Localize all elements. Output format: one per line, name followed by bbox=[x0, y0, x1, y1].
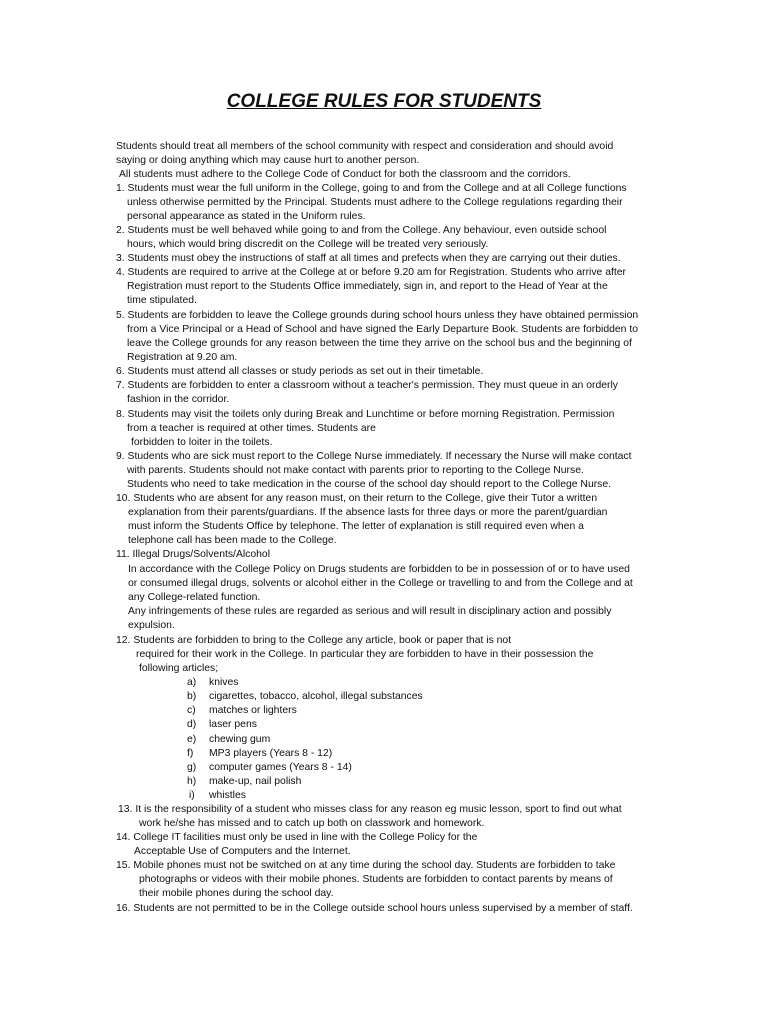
article-item: matches or lighters bbox=[209, 705, 297, 716]
rule-1-cont: personal appearance as stated in the Uniform rules. bbox=[127, 211, 366, 222]
rule-5-cont: from a Vice Principal or a Head of School and have signed the Early Departure Book. Students are forbidden to bbox=[127, 324, 638, 335]
rule-16: 16. Students are not permitted to be in the College outside school hours unless supervised by a member of staff. bbox=[116, 903, 633, 914]
rule-3: 3. Students must obey the instructions of staff at all times and prefects when they are carrying out their duties. bbox=[116, 253, 621, 264]
article-letter: b) bbox=[187, 691, 197, 702]
rule-15-cont: photographs or videos with their mobile phones. Students are forbidden to contact parents by means of bbox=[139, 874, 613, 885]
rule-9: 9. Students who are sick must report to the College Nurse immediately. If necessary the Nurse will make contact bbox=[116, 451, 632, 462]
document-title: COLLEGE RULES FOR STUDENTS bbox=[226, 91, 542, 112]
rule-5-cont: Registration at 9.20 am. bbox=[127, 352, 238, 363]
intro-line: saying or doing anything which may cause hurt to another person. bbox=[116, 155, 420, 166]
article-letter: e) bbox=[187, 734, 197, 745]
rule-7-cont: fashion in the corridor. bbox=[127, 394, 230, 405]
article-item: cigarettes, tobacco, alcohol, illegal substances bbox=[209, 691, 423, 702]
rule-12-cont: required for their work in the College. In particular they are forbidden to have in their possession the bbox=[136, 649, 594, 660]
article-item: whistles bbox=[209, 790, 246, 801]
rule-8: 8. Students may visit the toilets only during Break and Lunchtime or before morning Registration. Permission bbox=[116, 409, 615, 420]
article-item: laser pens bbox=[209, 719, 257, 730]
rule-12: 12. Students are forbidden to bring to the College any article, book or paper that is not bbox=[116, 635, 512, 646]
rule-13-cont: work he/she has missed and to catch up both on classwork and homework. bbox=[139, 818, 485, 829]
rule-4: 4. Students are required to arrive at the College at or before 9.20 am for Registration. Students who arrive after bbox=[116, 267, 626, 278]
rule-15: 15. Mobile phones must not be switched on at any time during the school day. Students are forbidden to take bbox=[116, 860, 616, 871]
rule-10-cont: must inform the Students Office by telephone. The letter of explanation is still required even when a bbox=[128, 521, 584, 532]
article-item: chewing gum bbox=[209, 734, 271, 745]
rule-5: 5. Students are forbidden to leave the College grounds during school hours unless they have obtained permission bbox=[116, 310, 639, 321]
article-letter: f) bbox=[187, 748, 194, 759]
rule-9-cont: Students who need to take medication in the course of the school day should report to the College Nurse. bbox=[127, 479, 612, 490]
rule-15-cont: their mobile phones during the school day. bbox=[139, 888, 334, 899]
rule-1: 1. Students must wear the full uniform in the College, going to and from the College and at all College functions bbox=[116, 183, 627, 194]
rule-1-cont: unless otherwise permitted by the Principal. Students must adhere to the College regulations regarding their bbox=[127, 197, 623, 208]
rule-5-cont: leave the College grounds for any reason between the time they arrive on the school bus and the beginning of bbox=[127, 338, 632, 349]
rule-10-cont: telephone call has been made to the College. bbox=[128, 535, 337, 546]
rule-4-cont: Registration must report to the Students Office immediately, sign in, and report to the Head of Year at the bbox=[127, 281, 608, 292]
rule-13: 13. It is the responsibility of a student who misses class for any reason eg music lesson, sport to find out what bbox=[118, 804, 622, 815]
rule-2-cont: hours, which would bring discredit on the College will be treated very seriously. bbox=[127, 239, 489, 250]
article-item: MP3 players (Years 8 - 12) bbox=[209, 748, 333, 759]
rule-11-cont: expulsion. bbox=[128, 620, 175, 631]
article-letter: i) bbox=[189, 790, 195, 801]
intro-line: All students must adhere to the College Code of Conduct for both the classroom and the corridors. bbox=[119, 169, 571, 180]
rule-8-cont: from a teacher is required at other times. Students are bbox=[127, 423, 376, 434]
intro-line: Students should treat all members of the school community with respect and consideration and should avoid bbox=[116, 141, 614, 152]
rule-10-cont: explanation from their parents/guardians. If the absence lasts for three days or more the parent/guardian bbox=[128, 507, 608, 518]
article-letter: a) bbox=[187, 677, 197, 688]
rule-7: 7. Students are forbidden to enter a classroom without a teacher's permission. They must queue in an orderly bbox=[116, 380, 618, 391]
rule-12-cont: following articles; bbox=[139, 663, 219, 674]
rule-11-cont: Any infringements of these rules are regarded as serious and will result in disciplinary action and possibly bbox=[128, 606, 612, 617]
rule-14-cont: Acceptable Use of Computers and the Internet. bbox=[134, 846, 351, 857]
rule-9-cont: with parents. Students should not make contact with parents prior to reporting to the College Nurse. bbox=[127, 465, 584, 476]
article-letter: d) bbox=[187, 719, 197, 730]
rule-11: 11. Illegal Drugs/Solvents/Alcohol bbox=[116, 549, 271, 560]
rule-11-cont: any College-related function. bbox=[128, 592, 261, 603]
article-letter: c) bbox=[187, 705, 196, 716]
rule-4-cont: time stipulated. bbox=[127, 295, 197, 306]
rule-11-cont: In accordance with the College Policy on Drugs students are forbidden to be in possession of or to have used bbox=[128, 564, 630, 575]
article-letter: g) bbox=[187, 762, 197, 773]
rule-6: 6. Students must attend all classes or study periods as set out in their timetable. bbox=[116, 366, 484, 377]
rule-14: 14. College IT facilities must only be used in line with the College Policy for the bbox=[116, 832, 478, 843]
rule-11-cont: or consumed illegal drugs, solvents or alcohol either in the College or travelling to and from the College and at bbox=[128, 578, 633, 589]
article-item: make-up, nail polish bbox=[209, 776, 302, 787]
rule-2: 2. Students must be well behaved while going to and from the College. Any behaviour, even outside school bbox=[116, 225, 607, 236]
rule-10: 10. Students who are absent for any reason must, on their return to the College, give their Tutor a written bbox=[116, 493, 598, 504]
article-item: computer games (Years 8 - 14) bbox=[209, 762, 352, 773]
article-item: knives bbox=[209, 677, 239, 688]
rule-8-cont: forbidden to loiter in the toilets. bbox=[131, 437, 273, 448]
article-letter: h) bbox=[187, 776, 197, 787]
